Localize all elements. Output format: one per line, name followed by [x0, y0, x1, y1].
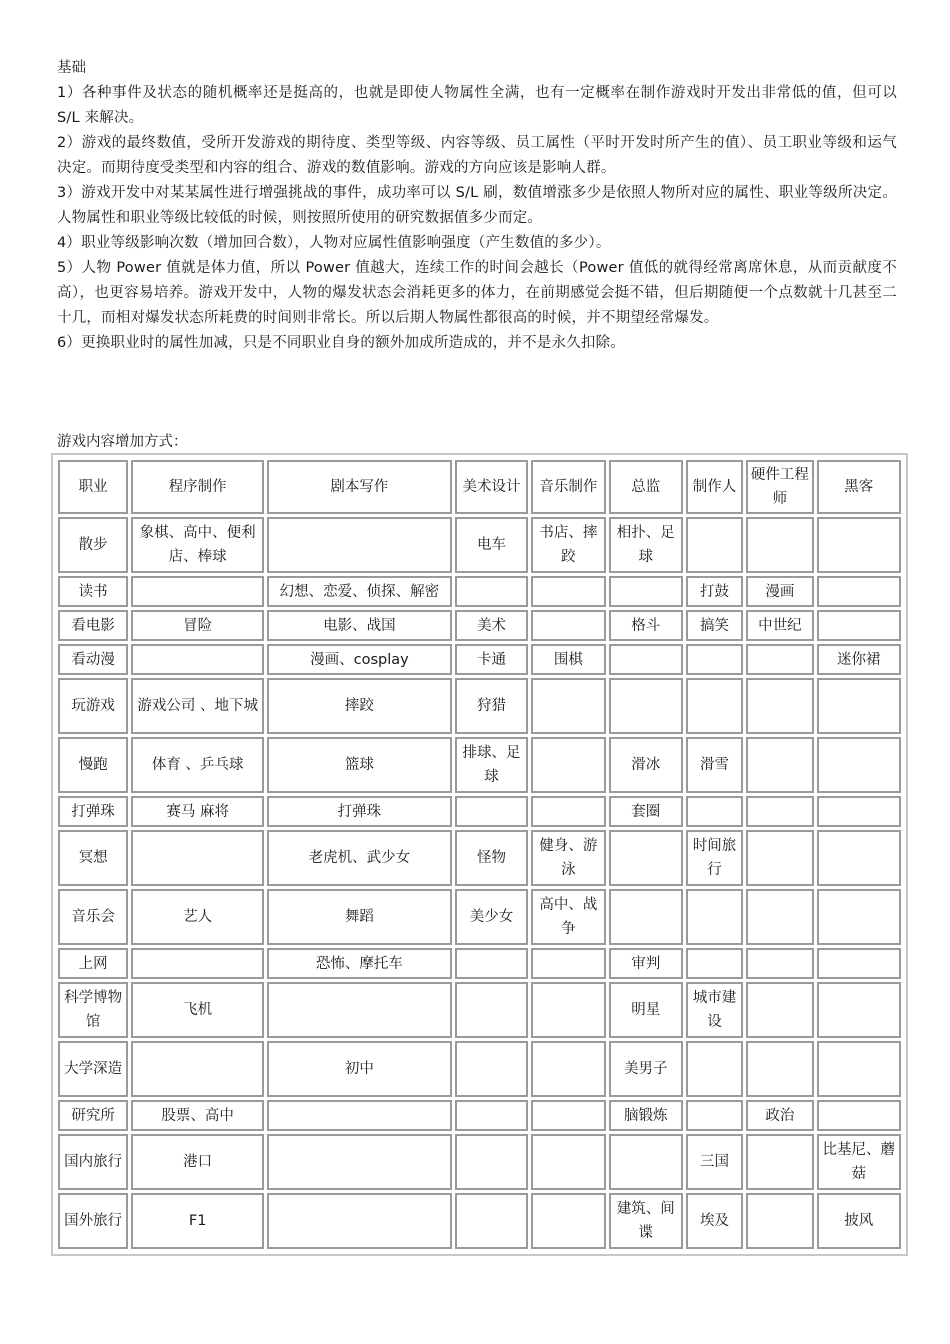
table-cell: 冒险: [131, 610, 264, 641]
table-cell: 恐怖、摩托车: [267, 948, 452, 979]
activity-cell: 国内旅行: [58, 1134, 128, 1190]
activity-cell: 科学博物馆: [58, 982, 128, 1038]
table-cell: [746, 737, 813, 793]
table-row: [58, 1041, 901, 1097]
table-row: [58, 1193, 901, 1249]
table-cell: 书店、摔跤: [531, 517, 605, 573]
table-row: [58, 982, 901, 1038]
table-cell: [455, 982, 528, 1038]
table-cell: [531, 576, 605, 607]
table-cell: [686, 678, 743, 734]
activity-cell: 上网: [58, 948, 128, 979]
table-cell: [531, 796, 605, 827]
activity-cell: 冥想: [58, 830, 128, 886]
table-cell: 卡通: [455, 644, 528, 675]
table-cell: [531, 678, 605, 734]
table-cell: [455, 1193, 528, 1249]
table-cell: 城市建设: [686, 982, 743, 1038]
table-cell: 怪物: [455, 830, 528, 886]
table-cell: 狩猎: [455, 678, 528, 734]
table-header-cell: 总监: [609, 460, 683, 514]
table-cell: [746, 1041, 813, 1097]
table-cell: 飞机: [131, 982, 264, 1038]
table-cell: [455, 796, 528, 827]
table-cell: 初中: [267, 1041, 452, 1097]
table-cell: 迷你裙: [817, 644, 901, 675]
paragraph-2: 2）游戏的最终数值，受所开发游戏的期待度、类型等级、内容等级、员工属性（平时开发时所产生的值）、员工职业等级和运气决定。而期待度受类型和内容的组合、游戏的数值影响。游戏的方向应该是影响人群。: [57, 135, 897, 176]
table-row: [58, 1134, 901, 1190]
table-cell: [817, 1041, 901, 1097]
table-cell: [609, 830, 683, 886]
activity-cell: 音乐会: [58, 889, 128, 945]
table-row: [58, 517, 901, 573]
table-header-cell: 制作人: [686, 460, 743, 514]
table-cell: 滑雪: [686, 737, 743, 793]
table-cell: 电车: [455, 517, 528, 573]
table-cell: 打弹珠: [267, 796, 452, 827]
table-cell: [817, 517, 901, 573]
table-cell: [531, 982, 605, 1038]
table-cell: 三国: [686, 1134, 743, 1190]
table-row: [58, 737, 901, 793]
table-cell: 健身、游泳: [531, 830, 605, 886]
table-cell: [531, 1134, 605, 1190]
table-cell: 电影、战国: [267, 610, 452, 641]
table-cell: [746, 889, 813, 945]
table-cell: [746, 517, 813, 573]
table-cell: [686, 889, 743, 945]
table-row: [58, 830, 901, 886]
table-cell: [131, 644, 264, 675]
table-cell: 游戏公司 、地下城: [131, 678, 264, 734]
table-row: [58, 644, 901, 675]
table-cell: [817, 1100, 901, 1131]
table-row: [58, 889, 901, 945]
table-cell: 脑锻炼: [609, 1100, 683, 1131]
activity-cell: 国外旅行: [58, 1193, 128, 1249]
table-cell: 赛马 麻将: [131, 796, 264, 827]
table-title: 游戏内容增加方式：: [57, 434, 188, 450]
table-cell: [455, 1100, 528, 1131]
table-cell: [531, 1193, 605, 1249]
paragraph-5: 5）人物 Power 值就是体力值，所以 Power 值越大，连续工作的时间会越长（Power 值低的就得经常离席休息，从而贡献度不高），也更容易培养。游戏开发中，人物的爆发状态会消耗更多的体力，在前期感觉会挺不错，但后期随便一个点数就十几甚至二十几，而相对爆发状态所耗费的时间则非常长。所以后期人物属性都很高的时候，并不期望经常爆发。: [57, 260, 897, 326]
table-cell: 高中、战争: [531, 889, 605, 945]
table-cell: 打鼓: [686, 576, 743, 607]
table-row: [58, 1100, 901, 1131]
table-cell: [131, 1041, 264, 1097]
table-cell: [817, 889, 901, 945]
activity-cell: 读书: [58, 576, 128, 607]
intro-section: [57, 58, 897, 356]
table-cell: [131, 576, 264, 607]
paragraph-4: 4）职业等级影响次数（增加回合数），人物对应属性值影响强度（产生数值的多少）。: [57, 235, 611, 251]
table-cell: [267, 1100, 452, 1131]
table-cell: 埃及: [686, 1193, 743, 1249]
table-cell: 时间旅行: [686, 830, 743, 886]
table-cell: [686, 644, 743, 675]
table-cell: [817, 737, 901, 793]
table-cell: [267, 1134, 452, 1190]
table-cell: [609, 644, 683, 675]
activity-cell: 大学深造: [58, 1041, 128, 1097]
table-cell: [817, 830, 901, 886]
table-cell: 美少女: [455, 889, 528, 945]
table-cell: F1: [131, 1193, 264, 1249]
table-cell: [455, 948, 528, 979]
paragraph-1: 1）各种事件及状态的随机概率还是挺高的，也就是即使人物属性全满，也有一定概率在制作游戏时开发出非常低的值，但可以 S/L 来解决。: [57, 85, 897, 126]
table-cell: 明星: [609, 982, 683, 1038]
table-header-cell: 程序制作: [131, 460, 264, 514]
table-cell: [817, 948, 901, 979]
table-cell: 幻想、恋爱、侦探、解密: [267, 576, 452, 607]
content-table: [51, 453, 908, 1256]
activity-cell: 打弹珠: [58, 796, 128, 827]
table-cell: 格斗: [609, 610, 683, 641]
table-cell: [455, 1134, 528, 1190]
table-header-cell: 黑客: [817, 460, 901, 514]
table-row: [58, 678, 901, 734]
section-heading: 基础: [57, 60, 86, 76]
table-cell: 艺人: [131, 889, 264, 945]
table-cell: [131, 948, 264, 979]
table-row: [58, 796, 901, 827]
table-cell: 象棋、高中、便利店、棒球: [131, 517, 264, 573]
table-cell: 股票、高中: [131, 1100, 264, 1131]
table-cell: 审判: [609, 948, 683, 979]
table-cell: 搞笑: [686, 610, 743, 641]
table-header-cell: 美术设计: [455, 460, 528, 514]
table-cell: 套圈: [609, 796, 683, 827]
table-cell: [686, 517, 743, 573]
table-cell: [609, 678, 683, 734]
table-cell: 排球、足球: [455, 737, 528, 793]
table-cell: [746, 1134, 813, 1190]
table-cell: [817, 982, 901, 1038]
table-header-row: [58, 460, 901, 514]
table-cell: [455, 1041, 528, 1097]
table-cell: [686, 1100, 743, 1131]
table-cell: [686, 948, 743, 979]
table-cell: [267, 517, 452, 573]
table-cell: [267, 982, 452, 1038]
paragraph-6: 6）更换职业时的属性加减，只是不同职业自身的额外加成所造成的，并不是永久扣除。: [57, 335, 626, 351]
table-cell: 漫画、cosplay: [267, 644, 452, 675]
table-cell: 相扑、足球: [609, 517, 683, 573]
table-header-cell: 硬件工程师: [746, 460, 813, 514]
table-cell: 漫画: [746, 576, 813, 607]
activity-cell: 看电影: [58, 610, 128, 641]
table-header-cell: 音乐制作: [531, 460, 605, 514]
table-cell: [746, 796, 813, 827]
table-row: [58, 948, 901, 979]
table-cell: [531, 737, 605, 793]
table-cell: [817, 610, 901, 641]
table-cell: 比基尼、蘑菇: [817, 1134, 901, 1190]
table-cell: 美术: [455, 610, 528, 641]
table-cell: 滑冰: [609, 737, 683, 793]
table-cell: [817, 678, 901, 734]
paragraph-3: 3）游戏开发中对某某属性进行增强挑战的事件，成功率可以 S/L 刷，数值增涨多少是依照人物所对应的属性、职业等级所决定。人物属性和职业等级比较低的时候，则按照所使用的研究数据值多少而定。: [57, 185, 897, 226]
table-cell: 建筑、间谍: [609, 1193, 683, 1249]
table-cell: 港口: [131, 1134, 264, 1190]
table-cell: [746, 948, 813, 979]
table-body: [58, 460, 901, 1249]
table-cell: [531, 948, 605, 979]
table-cell: [746, 644, 813, 675]
table-cell: [609, 889, 683, 945]
table-cell: 围棋: [531, 644, 605, 675]
table-header-cell: 职业: [58, 460, 128, 514]
table-cell: [609, 576, 683, 607]
table-cell: 篮球: [267, 737, 452, 793]
table-cell: 中世纪: [746, 610, 813, 641]
table-cell: 舞蹈: [267, 889, 452, 945]
table-row: [58, 576, 901, 607]
table-cell: 体育 、乒乓球: [131, 737, 264, 793]
table-cell: [746, 830, 813, 886]
table-cell: 美男子: [609, 1041, 683, 1097]
table-cell: [531, 1100, 605, 1131]
table-cell: [686, 1041, 743, 1097]
table-cell: [686, 796, 743, 827]
table-cell: [267, 1193, 452, 1249]
table-cell: [817, 796, 901, 827]
table-cell: [609, 1134, 683, 1190]
table-cell: 老虎机、武少女: [267, 830, 452, 886]
table-cell: [746, 678, 813, 734]
table-cell: [455, 576, 528, 607]
activity-cell: 研究所: [58, 1100, 128, 1131]
table-cell: 披风: [817, 1193, 901, 1249]
activity-cell: 慢跑: [58, 737, 128, 793]
activity-cell: 玩游戏: [58, 678, 128, 734]
table-cell: 政治: [746, 1100, 813, 1131]
table-cell: [746, 982, 813, 1038]
table-header-cell: 剧本写作: [267, 460, 452, 514]
table-cell: [131, 830, 264, 886]
activity-cell: 散步: [58, 517, 128, 573]
table-cell: [817, 576, 901, 607]
table-cell: [531, 610, 605, 641]
table-cell: [531, 1041, 605, 1097]
table-row: [58, 610, 901, 641]
activity-cell: 看动漫: [58, 644, 128, 675]
table-cell: 摔跤: [267, 678, 452, 734]
table-cell: [746, 1193, 813, 1249]
